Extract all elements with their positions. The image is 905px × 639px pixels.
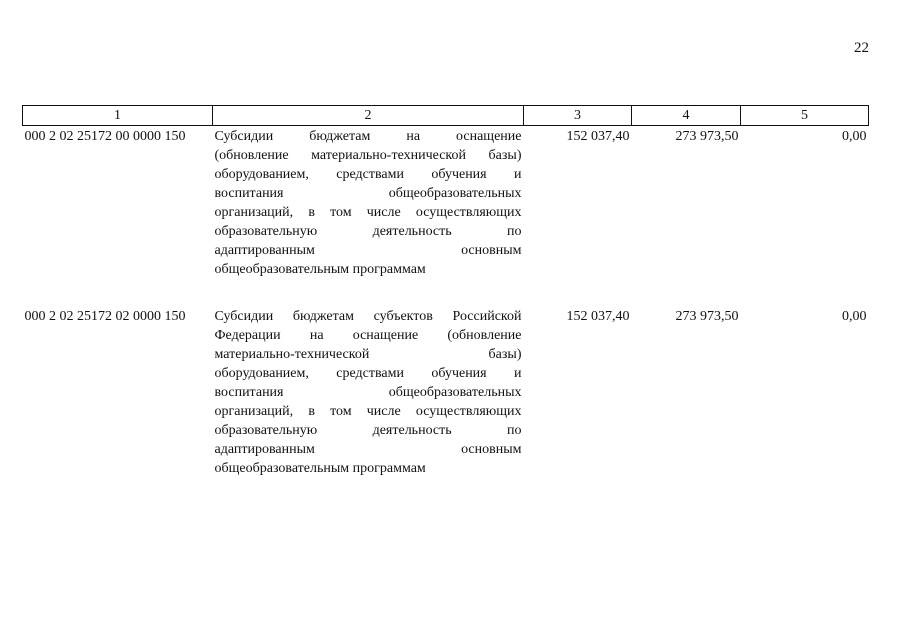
row-value-col5: 0,00 [842, 129, 867, 144]
row-value-col5: 0,00 [842, 309, 867, 324]
description-line: адаптированным основным [214, 243, 522, 258]
description-line: общеобразовательным программам [214, 461, 426, 476]
description-line: образовательную деятельность по [214, 423, 522, 438]
description-line: образовательную деятельность по [214, 224, 522, 239]
header-col-2: 2 [213, 106, 524, 126]
row-value-col3: 152 037,40 [566, 129, 630, 144]
description-line: Субсидии бюджетам на оснащение [214, 129, 522, 144]
description-line: оборудованием, средствами обучения и [214, 366, 522, 381]
budget-table [22, 105, 869, 478]
description-line: Субсидии бюджетам субъектов Российской [214, 309, 522, 324]
description-line: Федерации на оснащение (обновление [214, 328, 522, 343]
header-col-3: 3 [524, 106, 632, 126]
description-line: (обновление материально-технической базы) [214, 148, 522, 163]
page-number: 22 [854, 40, 869, 56]
description-line: адаптированным основным [214, 442, 522, 457]
table-row [23, 279, 869, 478]
header-col-4: 4 [632, 106, 741, 126]
row-value-col3: 152 037,40 [566, 309, 630, 324]
description-line: организаций, в том числе осуществляющих [214, 404, 522, 419]
description-line: оборудованием, средствами обучения и [214, 167, 522, 182]
description-line: воспитания общеобразовательных [214, 186, 522, 201]
description-line: организаций, в том числе осуществляющих [214, 205, 522, 220]
table-row [23, 126, 869, 280]
row-code: 000 2 02 25172 02 0000 150 [24, 309, 186, 324]
description-line: воспитания общеобразовательных [214, 385, 522, 400]
description-line: общеобразовательным программам [214, 262, 426, 277]
row-description [213, 126, 524, 280]
row-value-col4: 273 973,50 [675, 309, 739, 324]
header-row [23, 106, 869, 126]
header-col-1: 1 [23, 106, 213, 126]
description-line: материально-технической базы) [214, 347, 522, 362]
header-col-5: 5 [741, 106, 869, 126]
row-value-col4: 273 973,50 [675, 129, 739, 144]
row-code: 000 2 02 25172 00 0000 150 [24, 129, 186, 144]
row-description [213, 279, 524, 478]
